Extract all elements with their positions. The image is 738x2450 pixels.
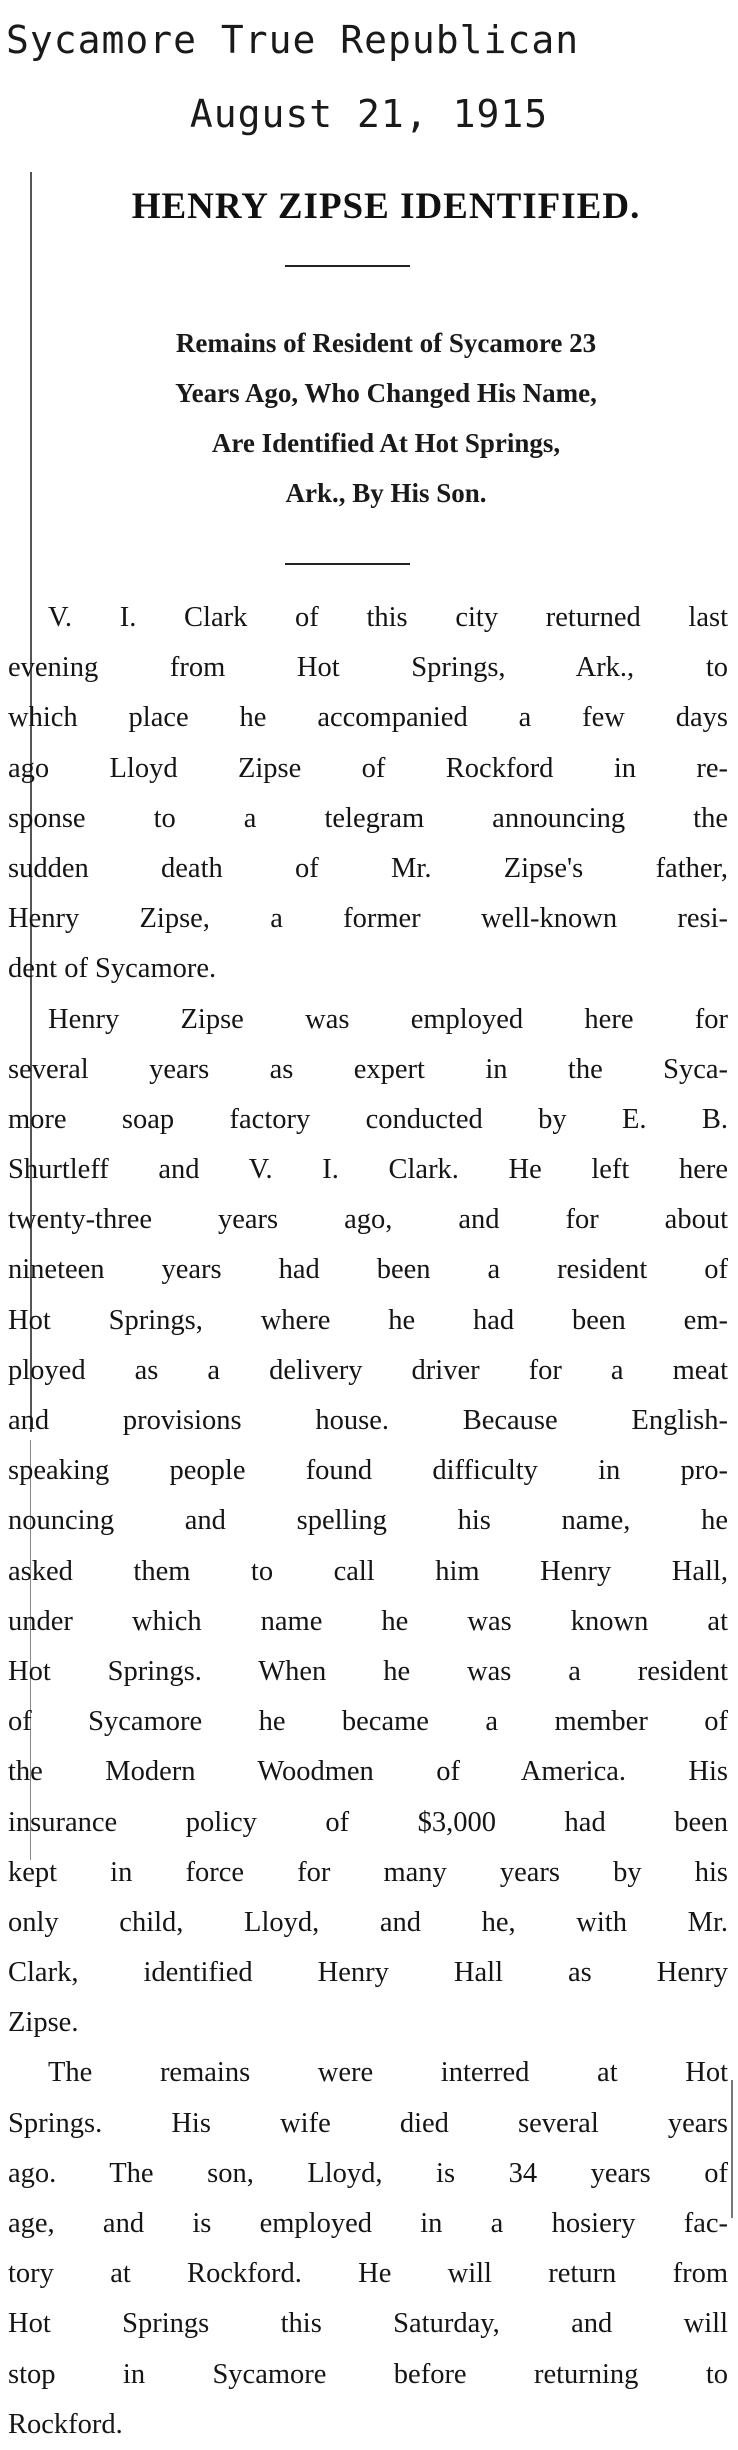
deck-line: Are Identified At Hot Springs, <box>211 428 561 458</box>
body-line: Henry Zipse, a former well-known resi- <box>8 903 728 935</box>
deck-divider <box>285 563 410 565</box>
body-line: dent of Sycamore. <box>8 953 217 985</box>
body-line: ago. The son, Lloyd, is 34 years of <box>8 2157 728 2189</box>
body-line: only child, Lloyd, and he, with Mr. <box>8 1906 728 1938</box>
body-line: insurance policy of $3,000 had been <box>8 1806 728 1838</box>
body-line: Hot Springs. When he was a resident <box>8 1655 728 1687</box>
body-line: stop in Sycamore before returning to <box>8 2358 728 2390</box>
body-line: asked them to call him Henry Hall, <box>8 1555 728 1587</box>
body-line: which place he accompanied a few days <box>8 702 728 734</box>
body-line: tory at Rockford. He will return from <box>8 2258 728 2290</box>
body-line: Shurtleff and V. I. Clark. He left here <box>8 1154 728 1186</box>
body-line: The remains were interred at Hot <box>48 2057 728 2089</box>
body-line: kept in force for many years by his <box>8 1856 728 1888</box>
body-line: Zipse. <box>8 2007 79 2039</box>
body-line: the Modern Woodmen of America. His <box>8 1756 728 1788</box>
body-line: speaking people found difficulty in pro- <box>8 1455 728 1487</box>
body-line: Rockford. <box>8 2408 123 2440</box>
adjacent-column-rule <box>731 2080 733 2218</box>
deck-line: Ark., By His Son. <box>285 478 487 508</box>
body-line: Hot Springs, where he had been em- <box>8 1304 728 1336</box>
body-line: age, and is employed in a hosiery fac- <box>8 2208 728 2239</box>
body-line: nouncing and spelling his name, he <box>8 1505 728 1537</box>
article-body <box>8 593 728 2450</box>
body-line: nineteen years had been a resident of <box>8 1254 728 1286</box>
body-line: more soap factory conducted by E. B. <box>8 1103 728 1135</box>
deck-line: Years Ago, Who Changed His Name, <box>175 378 597 408</box>
body-line: twenty-three years ago, and for about <box>8 1204 728 1236</box>
body-line: of Sycamore he became a member of <box>8 1706 728 1738</box>
body-line: Henry Zipse was employed here for <box>48 1003 728 1035</box>
publication-date: August 21, 1915 <box>189 92 549 136</box>
body-line: Clark, identified Henry Hall as Henry <box>8 1957 728 1989</box>
headline-divider <box>285 265 410 267</box>
article-deck <box>36 318 736 518</box>
body-line: V. I. Clark of this city returned last <box>48 602 728 633</box>
body-line: several years as expert in the Syca- <box>8 1053 728 1085</box>
body-line: evening from Hot Springs, Ark., to <box>8 652 728 684</box>
deck-line: Remains of Resident of Sycamore 23 <box>175 328 597 358</box>
body-line: sudden death of Mr. Zipse's father, <box>8 852 728 884</box>
article-headline: HENRY ZIPSE IDENTIFIED. <box>131 186 641 227</box>
body-line: ago Lloyd Zipse of Rockford in re- <box>8 752 728 784</box>
body-line: Hot Springs this Saturday, and will <box>8 2308 728 2340</box>
body-line: under which name he was known at <box>8 1605 728 1637</box>
body-line: sponse to a telegram announcing the <box>8 802 728 834</box>
newspaper-name: Sycamore True Republican <box>6 18 580 62</box>
body-line: Springs. His wife died several years <box>8 2107 728 2139</box>
body-line: ployed as a delivery driver for a meat <box>8 1354 728 1386</box>
body-line: and provisions house. Because English- <box>8 1405 728 1436</box>
